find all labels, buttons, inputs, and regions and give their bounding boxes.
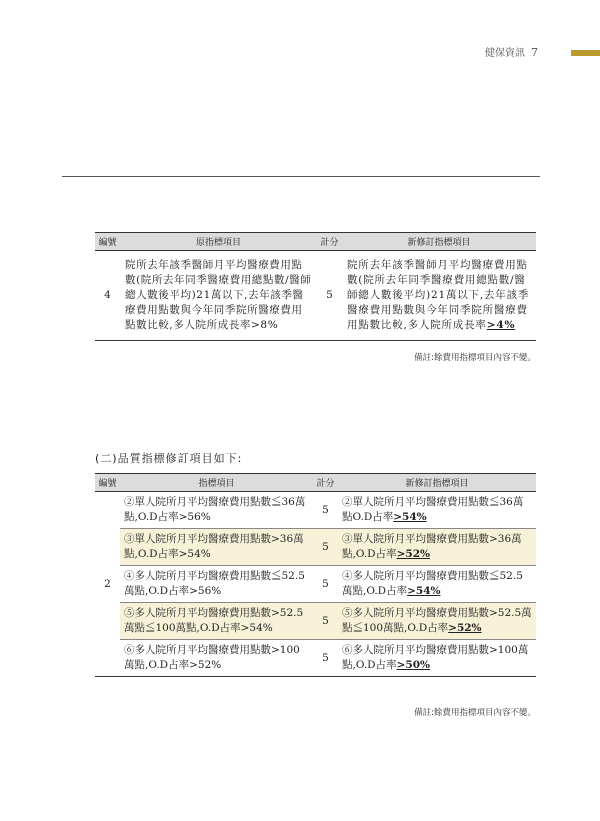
revised-text: ⑥多人院所月平均醫療費用點數>100萬點,O.D占率	[342, 644, 529, 671]
revised-value: >54%	[393, 511, 427, 523]
table-header-row	[95, 474, 536, 492]
table-row	[95, 251, 536, 341]
revised-indicator	[338, 566, 536, 603]
gold-accent-bar	[571, 50, 600, 56]
revised-indicator	[342, 251, 536, 341]
quality-indicator-table	[95, 473, 536, 677]
page-number: 7	[531, 46, 538, 59]
revised-value: >4%	[486, 319, 516, 331]
table-row	[95, 529, 536, 566]
revised-text: ④多人院所月平均醫療費用點數≦52.5萬點,O.D占率	[342, 570, 523, 597]
row-number: 4	[95, 251, 120, 341]
page-header	[485, 44, 538, 59]
revised-value: >54%	[407, 585, 441, 597]
table-row	[95, 640, 536, 677]
original-indicator: ⑤多人院所月平均醫療費用點數>52.5萬點≦100萬點,O.D占率>54%	[120, 603, 313, 640]
revised-value: >52%	[396, 548, 430, 560]
col-header-original: 指標項目	[120, 474, 313, 492]
table-row	[95, 492, 536, 529]
revised-indicator	[338, 603, 536, 640]
original-indicator: ②單人院所月平均醫療費用點數≦36萬點,O.D占率>56%	[124, 496, 306, 523]
row-score: 5	[313, 529, 338, 566]
table1-note: 備註:餘費用指標項目內容不變。	[414, 353, 536, 363]
original-indicator: ③單人院所月平均醫療費用點數>36萬點,O.D占率>54%	[120, 529, 313, 566]
col-header-number: 編號	[95, 233, 120, 251]
revised-text: ⑤多人院所月平均醫療費用點數>52.5萬點≦100萬點,O.D占率	[342, 607, 532, 634]
row-score: 5	[313, 603, 338, 640]
col-header-revised: 新修訂指標項目	[342, 233, 536, 251]
col-header-score: 計分	[313, 474, 338, 492]
group-number: 2	[95, 492, 120, 677]
col-header-revised: 新修訂指標項目	[338, 474, 536, 492]
revised-value: >52%	[448, 622, 482, 634]
row-score: 5	[317, 251, 342, 341]
col-header-number: 編號	[95, 474, 120, 492]
revised-value: >50%	[396, 659, 430, 671]
revised-text: ③單人院所月平均醫療費用點數>36萬點,O.D占率	[342, 533, 522, 560]
col-header-original: 原指標項目	[120, 233, 317, 251]
row-score: 5	[313, 640, 338, 677]
table2-note: 備註:餘費用指標項目內容不變。	[414, 708, 536, 718]
original-indicator: ④多人院所月平均醫療費用點數≦52.5萬點,O.D占率>56%	[124, 570, 305, 597]
row-score: 5	[322, 503, 329, 516]
original-indicator: 院所去年該季醫師月平均醫療費用點數(院所去年同季醫療費用總點數/醫師總人數後平均)21萬以下,去年該季醫療費用點數與今年同季院所醫療費用點數比較,多人院所成長率>8%	[120, 251, 317, 341]
revised-text: 院所去年該季醫師月平均醫療費用點數(院所去年同季醫療費用總點數/醫師總人數後平均)21萬以下,去年該季醫療費用點數與今年同季院所醫療費用點數比較,多人院所成長率	[347, 259, 530, 331]
revised-indicator	[338, 529, 536, 566]
top-rule	[62, 176, 540, 177]
revised-text: ②單人院所月平均醫療費用點數≦36萬點O.D占率	[342, 496, 524, 523]
table-header-row	[95, 233, 536, 251]
table-row	[95, 566, 536, 603]
section-title: (二)品質指標修訂項目如下:	[95, 452, 243, 465]
original-indicator: ⑥多人院所月平均醫療費用點數>100萬點,O.D占率>52%	[120, 640, 313, 677]
revised-indicator	[338, 492, 536, 529]
header-title: 健保資訊	[485, 48, 525, 59]
revised-indicator	[338, 640, 536, 677]
col-header-score: 計分	[317, 233, 342, 251]
row-score: 5	[322, 577, 329, 590]
table-row	[95, 603, 536, 640]
fee-indicator-table	[95, 232, 536, 341]
